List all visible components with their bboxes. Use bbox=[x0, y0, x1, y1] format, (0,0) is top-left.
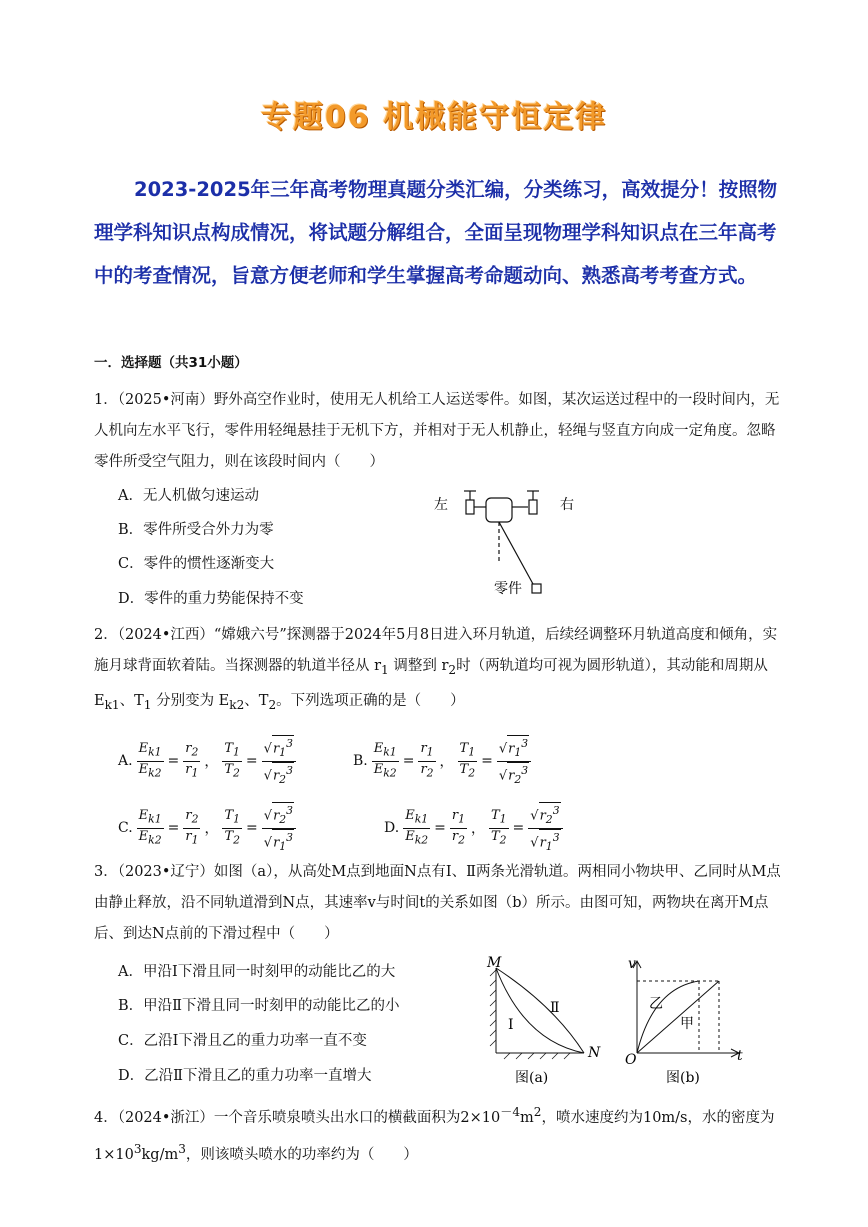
q3-option-d: D．乙沿Ⅱ下滑且乙的重力功率一直增大 bbox=[118, 1068, 372, 1084]
q3-fig-a-caption: 图(a) bbox=[515, 1070, 549, 1086]
q3-fig-b-origin: O bbox=[625, 1052, 637, 1068]
q3-figure-a bbox=[484, 956, 609, 1091]
q1-option-d: D．零件的重力势能保持不变 bbox=[118, 591, 304, 607]
q1-option-a: A．无人机做匀速运动 bbox=[118, 488, 259, 504]
intro-paragraph: 2023-2025年三年高考物理真题分类汇编，分类练习，高效提分！按照物理学科知识点构成情况，将试题分解组合，全面呈现物理学科知识点在三年高考中的考查情况，旨意方便老师和学生掌握高考命题动向、熟悉高考考查方式。 bbox=[94, 178, 778, 287]
section-heading: 一．选择题（共31小题） bbox=[94, 355, 248, 371]
q2-option-a: A. $\frac{E_{k1}}{E_{k2}}$ = $\frac{r_2}{r_1}$ ， $\frac{T_1}{T_2}$ = $\frac{√r_1^3}{√r_2^3}$ bbox=[118, 735, 296, 788]
q1-drone-figure bbox=[428, 482, 588, 602]
q3-figure-b bbox=[623, 956, 753, 1091]
q3-fig-b-v-axis: v bbox=[628, 956, 636, 972]
q3-fig-b-label-yi: 乙 bbox=[649, 996, 663, 1012]
q3-fig-a-m: M bbox=[487, 956, 502, 971]
question-3-text: 3．（2023•辽宁）如图（a），从高处M点到地面N点有Ⅰ、Ⅱ两条光滑轨道。两相同小物块甲、乙同时从M点由静止释放，沿不同轨道滑到N点，其速率v与时间t的关系如图（b）所示。由图可知，两物块在离开M点后、到达N点前的下滑过程中（ ） bbox=[94, 864, 781, 942]
q3-fig-b-caption: 图(b) bbox=[666, 1070, 700, 1086]
q3-fig-b-t-axis: t bbox=[737, 1048, 743, 1064]
q3-option-c: C．乙沿Ⅰ下滑且乙的重力功率一直不变 bbox=[118, 1033, 367, 1049]
q2-option-c: C. $\frac{E_{k1}}{E_{k2}}$ = $\frac{r_2}{r_1}$ ， $\frac{T_1}{T_2}$ = $\frac{√r_2^3}{√r_1^3}$ bbox=[118, 802, 296, 855]
q1-fig-part-label: 零件 bbox=[494, 581, 522, 597]
page-title: 专题06 机械能守恒定律 bbox=[260, 100, 608, 135]
question-2-text: 2．（2024•江西）“嫦娥六号”探测器于2024年5月8日进入环月轨道，后续经调整环月轨道高度和倾角，实施月球背面软着陆。当探测器的轨道半径从 $r_1$ 调整到 $r_2$时（两轨道均可视为圆形轨道），其动能和周期从 $E_{k1}$、$T_1$ 分别变为 $E_{k2}$、$T_2$。下列选项正确的是（ ） bbox=[94, 627, 778, 712]
q2-option-d: D. $\frac{E_{k1}}{E_{k2}}$ = $\frac{r_1}{r_2}$ ， $\frac{T_1}{T_2}$ = $\frac{√r_2^3}{√r_1^3}$ bbox=[384, 802, 563, 855]
q1-fig-right-label: 右 bbox=[560, 497, 574, 513]
q3-fig-b-label-jia: 甲 bbox=[680, 1016, 694, 1032]
q1-option-c: C．零件的惯性逐渐变大 bbox=[118, 556, 275, 572]
q3-fig-a-track-2: Ⅱ bbox=[550, 1000, 560, 1016]
q3-option-a: A．甲沿Ⅰ下滑且同一时刻甲的动能比乙的大 bbox=[118, 964, 396, 980]
q1-option-b: B．零件所受合外力为零 bbox=[118, 522, 274, 538]
q1-fig-left-label: 左 bbox=[434, 497, 448, 513]
q3-fig-a-track-1: Ⅰ bbox=[508, 1017, 514, 1033]
question-4-text: 4．（2024•浙江）一个音乐喷泉喷头出水口的横截面积为$2\times 10^{-4}m^2$，喷水速度约为10m/s，水的密度为$1\times 10^3kg/m^3$，则该喷头喷水的功率约为（ ） bbox=[94, 1105, 775, 1163]
q3-fig-a-n: N bbox=[588, 1045, 601, 1061]
q3-option-b: B．甲沿Ⅱ下滑且同一时刻甲的动能比乙的小 bbox=[118, 998, 400, 1014]
question-1-text: 1．（2025•河南）野外高空作业时，使用无人机给工人运送零件。如图，某次运送过程中的一段时间内，无人机向左水平飞行，零件用轻绳悬挂于无机下方，并相对于无人机静止，轻绳与竖直方向成一定角度。忽略零件所受空气阻力，则在该段时间内（ ） bbox=[94, 392, 780, 470]
q2-option-b: B. $\frac{E_{k1}}{E_{k2}}$ = $\frac{r_1}{r_2}$ ， $\frac{T_1}{T_2}$ = $\frac{√r_1^3}{√r_2^3}$ bbox=[353, 735, 531, 788]
